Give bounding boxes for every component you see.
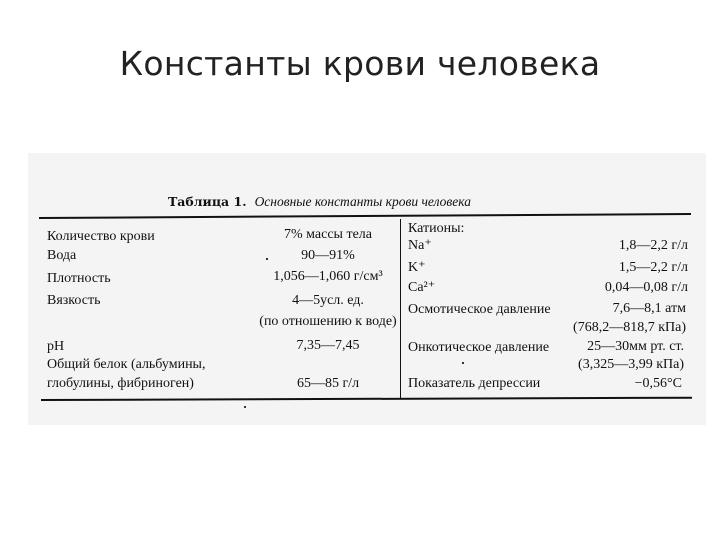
- scan-speck: [266, 258, 268, 260]
- left-value-total-protein: 65—85 г/л: [296, 376, 360, 391]
- slide-title: Константы крови человека: [119, 44, 601, 83]
- left-value-density: 1,056—1,060 г/см³: [273, 269, 383, 284]
- right-value-depression: −0,56°С: [634, 376, 682, 391]
- table-bottom-rule: [41, 397, 692, 401]
- table-caption-text: Основные константы крови человека: [254, 194, 471, 209]
- table-column-divider: [400, 219, 401, 399]
- left-param-ph: pH: [47, 339, 65, 354]
- scanned-table: [28, 153, 706, 425]
- right-value-ca: 0,04—0,08 г/л: [604, 280, 688, 295]
- right-param-k: K⁺: [408, 260, 426, 275]
- right-value-na: 1,8—2,2 г/л: [618, 238, 688, 253]
- right-value-k: 1,5—2,2 г/л: [618, 260, 688, 275]
- right-value-osmotic-kpa: (768,2—818,7 кПа): [573, 320, 686, 335]
- scan-speck: [462, 362, 464, 364]
- left-param-water: Вода: [47, 248, 77, 263]
- left-value-blood-volume: 7% массы тела: [283, 227, 372, 242]
- left-value-viscosity: 4—5усл. ед.: [292, 293, 364, 308]
- table-top-rule: [39, 213, 691, 219]
- left-param-blood-volume: Количество крови: [47, 229, 155, 244]
- left-param-protein-fractions: глобулины, фибриноген): [47, 376, 194, 391]
- left-param-total-protein: Общий белок (альбумины,: [47, 357, 206, 372]
- right-value-osmotic-atm: 7,6—8,1 атм: [612, 301, 686, 316]
- left-param-viscosity: Вязкость: [47, 293, 101, 308]
- left-value-water: 90—91%: [301, 248, 355, 263]
- right-param-osmotic: Осмотическое давление: [408, 302, 551, 317]
- right-param-oncotic: Онкотическое давление: [408, 340, 550, 355]
- scan-speck: [244, 406, 246, 408]
- left-value-ph: 7,35—7,45: [296, 338, 360, 353]
- table-caption: [168, 194, 471, 210]
- right-param-cations: Катионы:: [408, 221, 465, 236]
- right-param-na: Na⁺: [408, 238, 432, 253]
- left-param-density: Плотность: [47, 271, 111, 286]
- left-value-viscosity-note: (по отношению к воде): [259, 314, 397, 329]
- right-value-oncotic-mmhg: 25—30мм рт. ст.: [587, 339, 684, 354]
- right-value-oncotic-kpa: (3,325—3,99 кПа): [578, 357, 684, 372]
- table-caption-number: Таблица 1.: [168, 194, 247, 209]
- right-param-ca: Ca²⁺: [408, 280, 436, 295]
- right-param-depression: Показатель депрессии: [408, 376, 541, 391]
